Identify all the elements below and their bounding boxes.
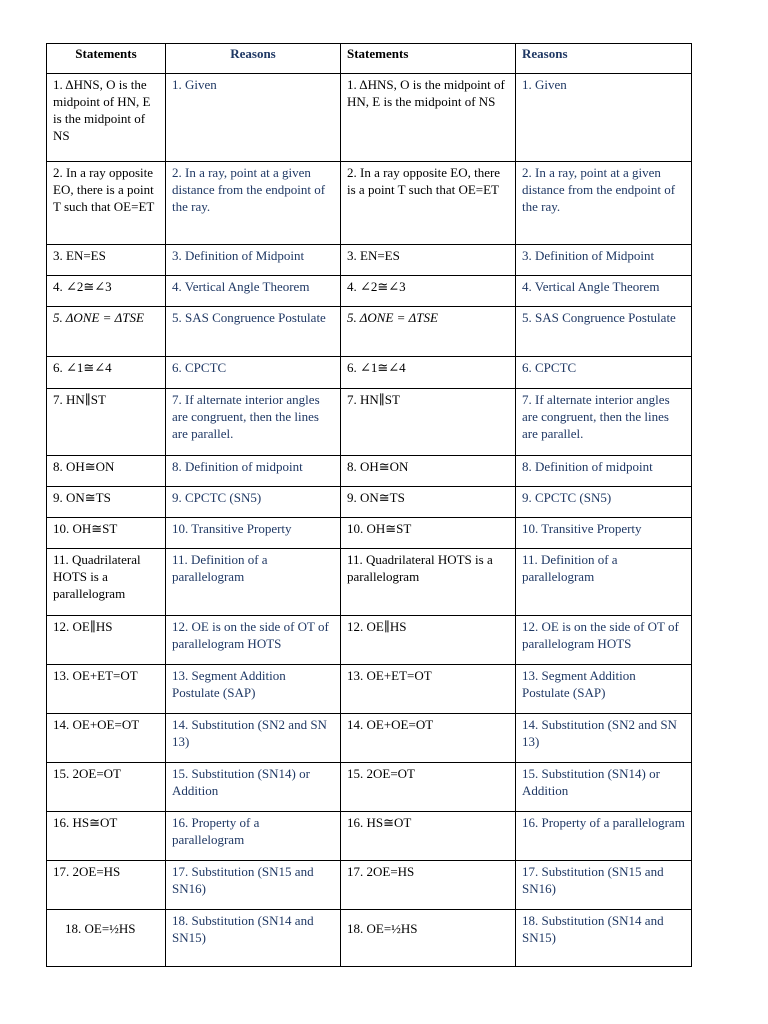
header-reasons-right: Reasons — [516, 44, 692, 74]
left-statement: 16. HS≅OT — [47, 812, 166, 861]
left-reason: 10. Transitive Property — [166, 518, 341, 549]
right-statement: 14. OE+OE=OT — [341, 714, 516, 763]
left-statement: 6. ∠1≅∠4 — [47, 357, 166, 389]
two-column-proof-table — [46, 43, 692, 967]
left-reason: 12. OE is on the side of OT of parallelogram HOTS — [166, 616, 341, 665]
right-reason: 2. In a ray, point at a given distance from the endpoint of the ray. — [516, 162, 692, 245]
table-row — [47, 307, 692, 357]
left-statement: 18. OE=½HS — [47, 910, 166, 967]
table-row — [47, 389, 692, 456]
right-statement: 2. In a ray opposite EO, there is a point T such that OE=ET — [341, 162, 516, 245]
left-statement: 17. 2OE=HS — [47, 861, 166, 910]
left-statement: 3. EN=ES — [47, 245, 166, 276]
left-statement: 14. OE+OE=OT — [47, 714, 166, 763]
left-statement: 1. ΔHNS, O is the midpoint of HN, E is the midpoint of NS — [47, 74, 166, 162]
right-statement: 1. ΔHNS, O is the midpoint of HN, E is the midpoint of NS — [341, 74, 516, 162]
header-statements-right: Statements — [341, 44, 516, 74]
right-reason: 4. Vertical Angle Theorem — [516, 276, 692, 307]
left-statement: 10. OH≅ST — [47, 518, 166, 549]
table-row — [47, 763, 692, 812]
right-statement: 9. ON≅TS — [341, 487, 516, 518]
table-row — [47, 518, 692, 549]
left-reason: 15. Substitution (SN14) or Addition — [166, 763, 341, 812]
right-statement: 13. OE+ET=OT — [341, 665, 516, 714]
left-reason: 3. Definition of Midpoint — [166, 245, 341, 276]
left-reason: 6. CPCTC — [166, 357, 341, 389]
right-reason: 11. Definition of a parallelogram — [516, 549, 692, 616]
right-reason: 1. Given — [516, 74, 692, 162]
table-row — [47, 487, 692, 518]
right-reason: 15. Substitution (SN14) or Addition — [516, 763, 692, 812]
left-reason: 2. In a ray, point at a given distance from the endpoint of the ray. — [166, 162, 341, 245]
table-row — [47, 861, 692, 910]
left-reason: 13. Segment Addition Postulate (SAP) — [166, 665, 341, 714]
left-reason: 11. Definition of a parallelogram — [166, 549, 341, 616]
left-reason: 5. SAS Congruence Postulate — [166, 307, 341, 357]
right-reason: 17. Substitution (SN15 and SN16) — [516, 861, 692, 910]
right-statement: 6. ∠1≅∠4 — [341, 357, 516, 389]
left-statement: 15. 2OE=OT — [47, 763, 166, 812]
table-row — [47, 245, 692, 276]
right-statement: 5. ΔONE = ΔTSE — [341, 307, 516, 357]
header-statements-left: Statements — [47, 44, 166, 74]
left-reason: 8. Definition of midpoint — [166, 456, 341, 487]
left-statement: 2. In a ray opposite EO, there is a point T such that OE=ET — [47, 162, 166, 245]
table-row — [47, 162, 692, 245]
left-statement: 8. OH≅ON — [47, 456, 166, 487]
table-row — [47, 910, 692, 967]
right-statement: 11. Quadrilateral HOTS is a parallelogram — [341, 549, 516, 616]
right-statement: 7. HN∥ST — [341, 389, 516, 456]
left-statement: 12. OE∥HS — [47, 616, 166, 665]
header-reasons-left: Reasons — [166, 44, 341, 74]
right-statement: 15. 2OE=OT — [341, 763, 516, 812]
left-reason: 9. CPCTC (SN5) — [166, 487, 341, 518]
right-reason: 3. Definition of Midpoint — [516, 245, 692, 276]
header-row — [47, 44, 692, 74]
left-statement: 13. OE+ET=OT — [47, 665, 166, 714]
table-row — [47, 456, 692, 487]
table-row — [47, 357, 692, 389]
right-statement: 8. OH≅ON — [341, 456, 516, 487]
right-reason: 5. SAS Congruence Postulate — [516, 307, 692, 357]
left-reason: 18. Substitution (SN14 and SN15) — [166, 910, 341, 967]
table-row — [47, 616, 692, 665]
left-statement: 11. Quadrilateral HOTS is a parallelogram — [47, 549, 166, 616]
table-row — [47, 276, 692, 307]
table-row — [47, 812, 692, 861]
left-reason: 7. If alternate interior angles are congruent, then the lines are parallel. — [166, 389, 341, 456]
left-statement: 5. ΔONE = ΔTSE — [47, 307, 166, 357]
left-statement: 7. HN∥ST — [47, 389, 166, 456]
table-row — [47, 74, 692, 162]
right-reason: 12. OE is on the side of OT of parallelogram HOTS — [516, 616, 692, 665]
right-statement: 4. ∠2≅∠3 — [341, 276, 516, 307]
right-reason: 7. If alternate interior angles are congruent, then the lines are parallel. — [516, 389, 692, 456]
table-row — [47, 549, 692, 616]
left-reason: 16. Property of a parallelogram — [166, 812, 341, 861]
right-reason: 18. Substitution (SN14 and SN15) — [516, 910, 692, 967]
right-statement: 3. EN=ES — [341, 245, 516, 276]
right-reason: 8. Definition of midpoint — [516, 456, 692, 487]
left-reason: 4. Vertical Angle Theorem — [166, 276, 341, 307]
right-statement: 18. OE=½HS — [341, 910, 516, 967]
right-reason: 14. Substitution (SN2 and SN 13) — [516, 714, 692, 763]
right-reason: 16. Property of a parallelogram — [516, 812, 692, 861]
left-statement: 4. ∠2≅∠3 — [47, 276, 166, 307]
right-statement: 12. OE∥HS — [341, 616, 516, 665]
right-statement: 16. HS≅OT — [341, 812, 516, 861]
table-row — [47, 714, 692, 763]
right-reason: 10. Transitive Property — [516, 518, 692, 549]
left-reason: 14. Substitution (SN2 and SN 13) — [166, 714, 341, 763]
table-row — [47, 665, 692, 714]
right-reason: 13. Segment Addition Postulate (SAP) — [516, 665, 692, 714]
left-statement: 9. ON≅TS — [47, 487, 166, 518]
right-reason: 6. CPCTC — [516, 357, 692, 389]
right-statement: 10. OH≅ST — [341, 518, 516, 549]
right-statement: 17. 2OE=HS — [341, 861, 516, 910]
left-reason: 1. Given — [166, 74, 341, 162]
left-reason: 17. Substitution (SN15 and SN16) — [166, 861, 341, 910]
right-reason: 9. CPCTC (SN5) — [516, 487, 692, 518]
